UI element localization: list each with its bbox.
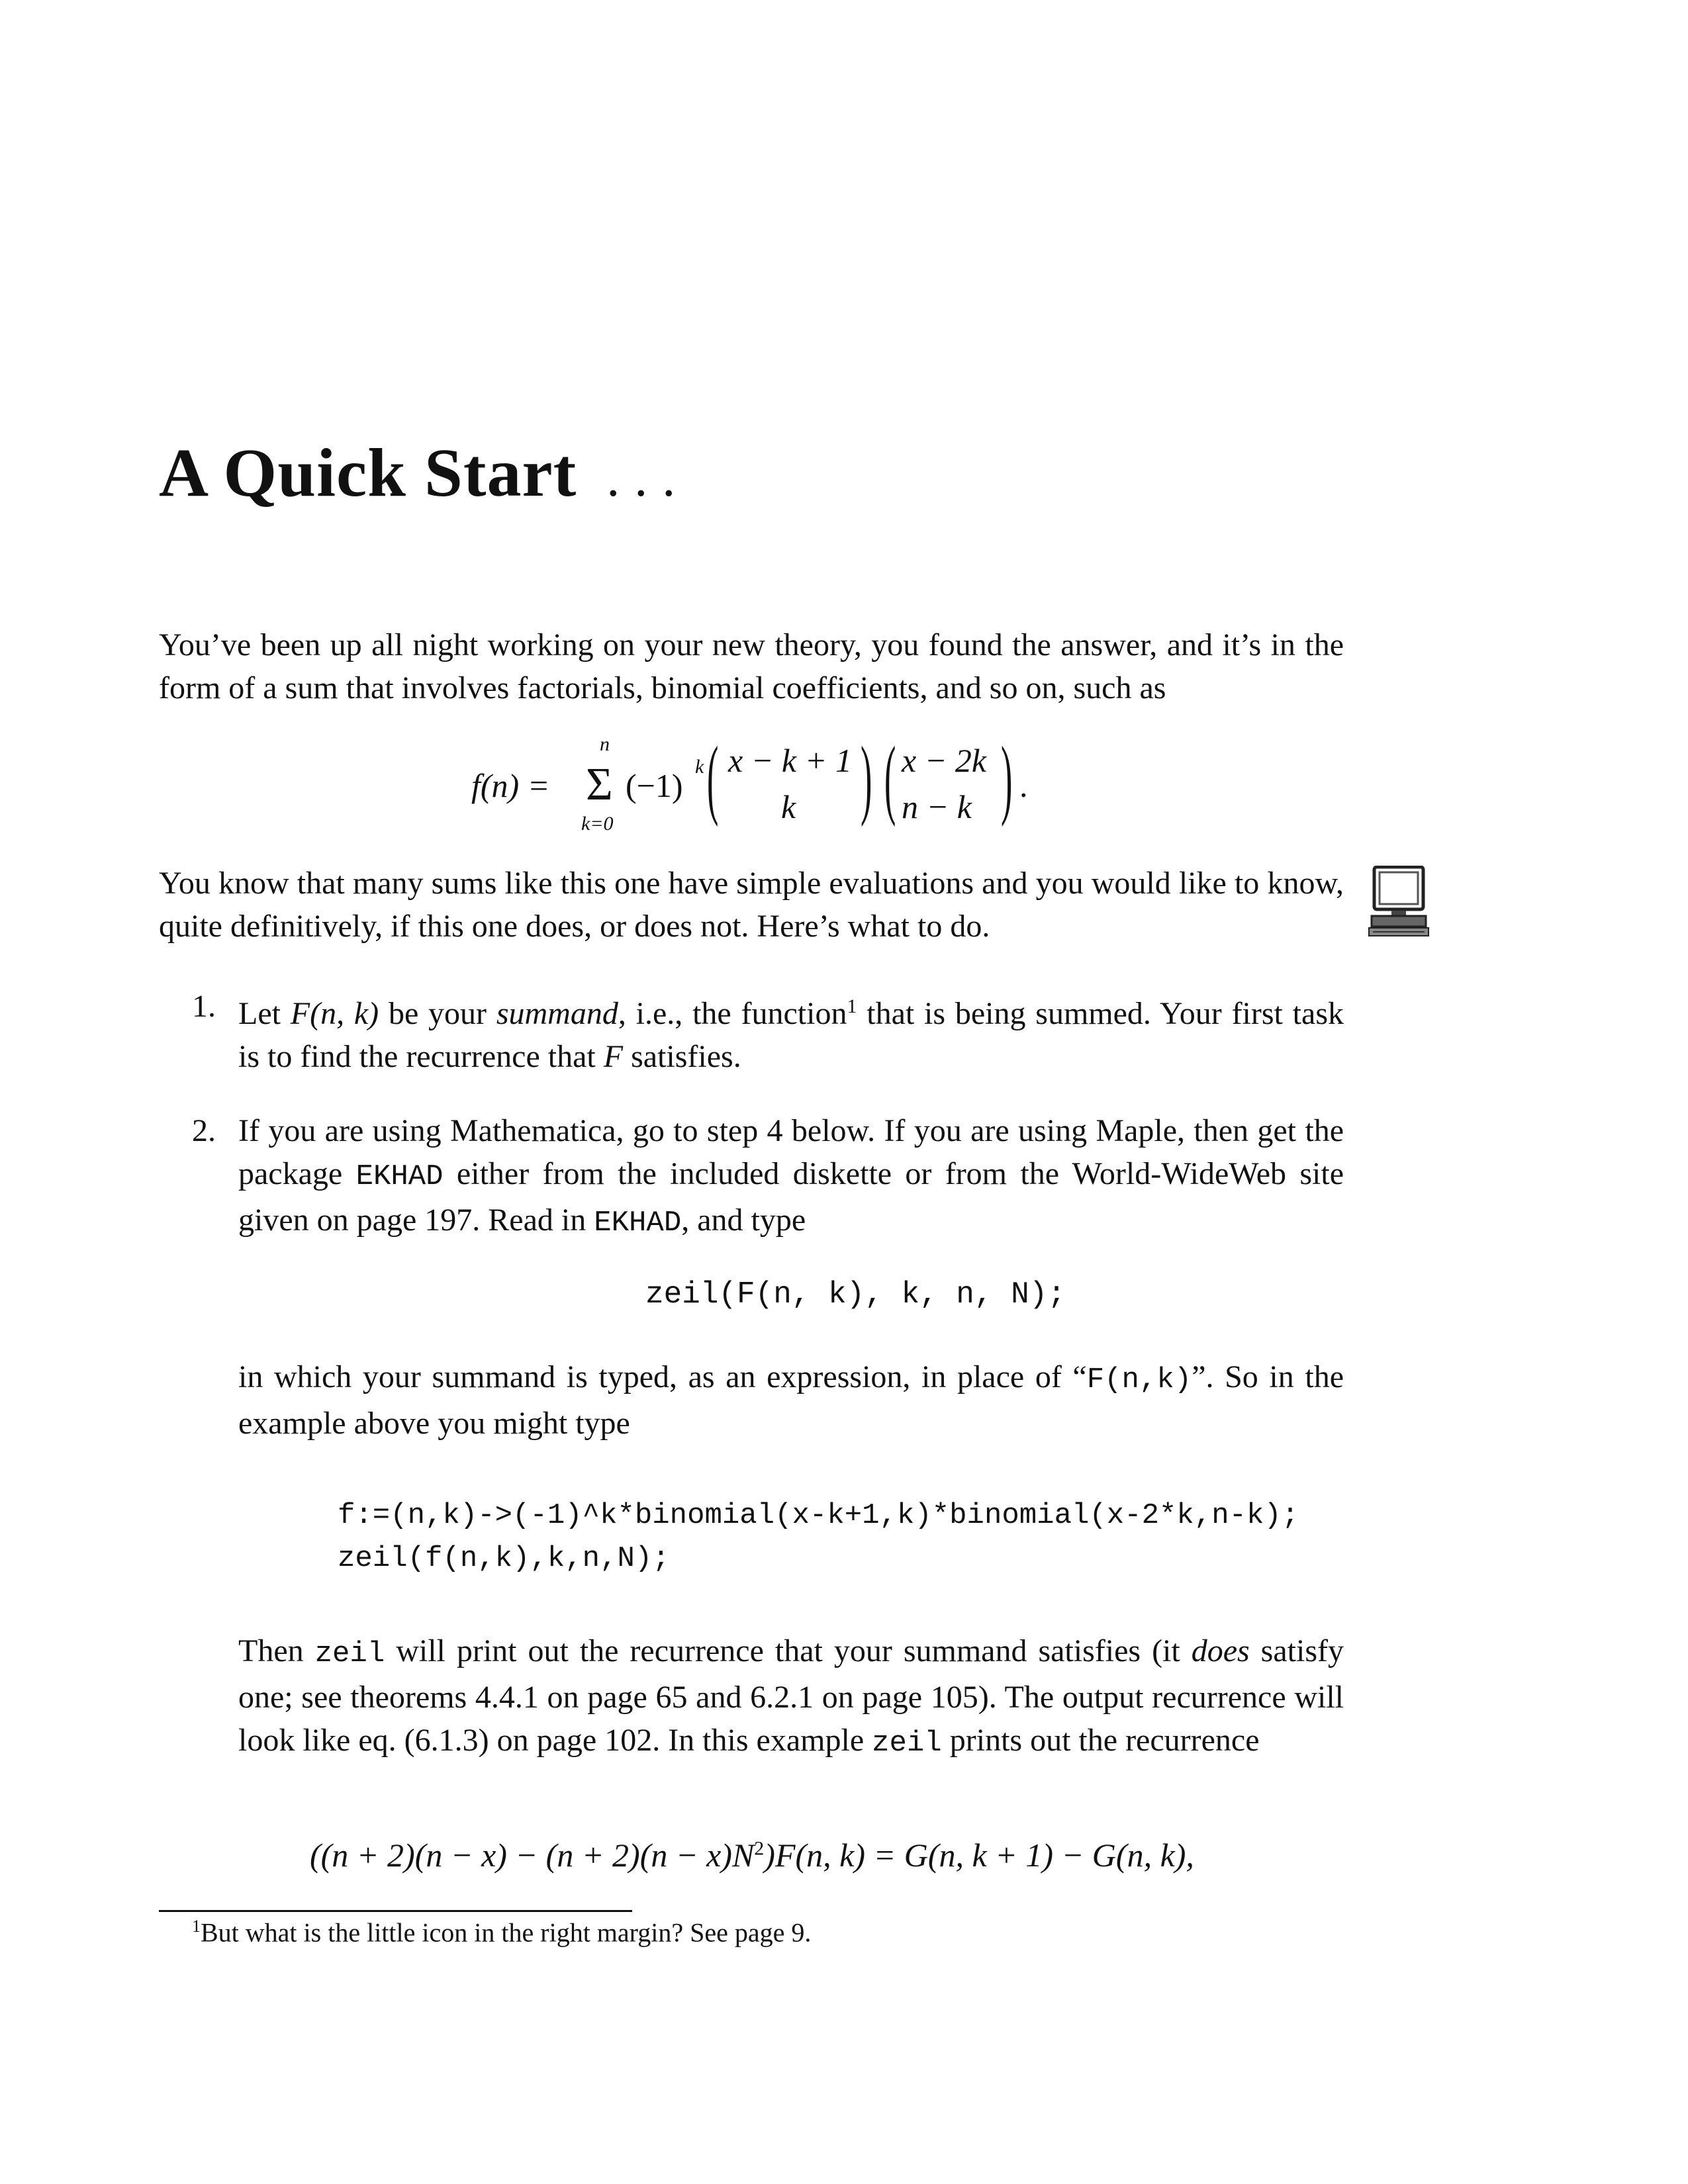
equation-f-of-n bbox=[0, 728, 1688, 841]
step-2-body bbox=[238, 1109, 1344, 1245]
footnote-rule bbox=[159, 1910, 632, 1912]
step-1-text-b: be your bbox=[379, 996, 496, 1031]
binom2-top: x − 2k bbox=[902, 742, 987, 779]
binom1-right-paren: ) bbox=[861, 730, 872, 829]
footnote-number: 1 bbox=[192, 1917, 201, 1936]
chapter-title bbox=[159, 433, 676, 512]
maple-code-block bbox=[338, 1494, 1299, 1580]
sum-upper-limit: n bbox=[600, 733, 610, 755]
then-does-emphasis: does bbox=[1191, 1633, 1250, 1668]
chapter-title-text: A Quick Start bbox=[159, 435, 577, 511]
chapter-title-dots: . . . bbox=[606, 449, 677, 508]
binom1-top: x − k + 1 bbox=[728, 742, 852, 779]
recurrence-exponent: 2 bbox=[754, 1837, 765, 1860]
step-1-F-symbol: F bbox=[603, 1039, 624, 1074]
sum-lower-limit: k=0 bbox=[581, 813, 614, 835]
sign-exponent: k bbox=[695, 756, 704, 778]
sigma-symbol: Σ bbox=[586, 759, 613, 810]
ekhad-package-name-2: EKHAD bbox=[594, 1206, 682, 1240]
step-1-number: 1. bbox=[192, 989, 216, 1024]
then-paragraph bbox=[238, 1629, 1344, 1765]
then-zeil-code-2: zeil bbox=[872, 1727, 942, 1760]
computer-icon bbox=[1368, 866, 1430, 938]
step-1-text-d: that is being summed. Your first task is to find the recurrence that bbox=[238, 996, 1344, 1074]
sign-term: (−1) bbox=[626, 767, 683, 804]
ekhad-package-name: EKHAD bbox=[355, 1160, 444, 1193]
then-text-a: Then bbox=[238, 1633, 315, 1668]
step-1-text-c: , i.e., the function bbox=[618, 996, 847, 1031]
recurrence-equation bbox=[310, 1836, 1194, 1874]
binom2-right-paren: ) bbox=[1001, 730, 1013, 829]
step-2-text-c: , and type bbox=[681, 1203, 806, 1238]
mid-inline-code: F(n,k) bbox=[1086, 1363, 1192, 1396]
step-1-summand-word: summand bbox=[496, 996, 618, 1031]
footnote bbox=[192, 1917, 811, 1948]
code-line-1: f:=(n,k)->(-1)^k*binomial(x-k+1,k)*binomial(x-2*k,n-k); bbox=[338, 1499, 1299, 1532]
step-1-summand-symbol: F(n, k) bbox=[290, 996, 379, 1031]
footnote-marker[interactable]: 1 bbox=[847, 995, 857, 1017]
recurrence-text-b: )F(n, k) = G(n, k + 1) − G(n, k), bbox=[764, 1837, 1194, 1874]
recurrence-text-a: ((n + 2)(n − x) − (n + 2)(n − x)N bbox=[310, 1837, 755, 1874]
then-text-b: will print out the recurrence that your summand satisfies (it bbox=[385, 1633, 1192, 1668]
equation-lhs: f(n) = bbox=[471, 767, 550, 804]
then-text-d: prints out the recurrence bbox=[941, 1723, 1260, 1758]
binom1-bottom: k bbox=[781, 788, 796, 825]
equation-period: . bbox=[1019, 767, 1028, 804]
step-2-text-b: either from the included diskette or from the World-WideWeb site given on page 197. Read in bbox=[238, 1156, 1344, 1238]
step-1-text-e: satisfies. bbox=[623, 1039, 741, 1074]
then-text-c: satisfy one; see theorems 4.4.1 on page 65 and 6.2.1 on page 105). The output recurrence will look like eq. (6.1.3) on page 102. In this example bbox=[238, 1633, 1344, 1758]
code-line-2: zeil(f(n,k),k,n,N); bbox=[338, 1542, 670, 1575]
step-2-number: 2. bbox=[192, 1113, 216, 1148]
then-zeil-code: zeil bbox=[314, 1637, 385, 1670]
footnote-text: But what is the little icon in the right margin? See page 9. bbox=[201, 1917, 812, 1948]
mid-text-a: in which your summand is typed, as an expression, in place of “ bbox=[238, 1359, 1087, 1394]
binom2-left-paren: ( bbox=[884, 730, 896, 829]
step-1-text-a: Let bbox=[238, 996, 291, 1031]
binom2-bottom: n − k bbox=[902, 788, 972, 825]
step-1-body bbox=[238, 985, 1344, 1078]
mid-text-b: ”. So in the example above you might type bbox=[238, 1359, 1344, 1441]
binom1-left-paren: ( bbox=[707, 730, 719, 829]
step-2-text-a: If you are using Mathematica, go to step 4 below. If you are using Maple, then get the package bbox=[238, 1113, 1344, 1191]
zeil-command: zeil(F(n, k), k, n, N); bbox=[645, 1277, 1066, 1312]
intro-paragraph: You’ve been up all night working on your new theory, you found the answer, and it’s in the form of a sum that involves factorials, binomial coefficients, and so on, such as bbox=[159, 627, 1344, 705]
know-paragraph: You know that many sums like this one have simple evaluations and you would like to know, quite definitively, if this one does, or does not. Here’s what to do. bbox=[159, 866, 1344, 944]
mid-paragraph bbox=[238, 1355, 1344, 1445]
